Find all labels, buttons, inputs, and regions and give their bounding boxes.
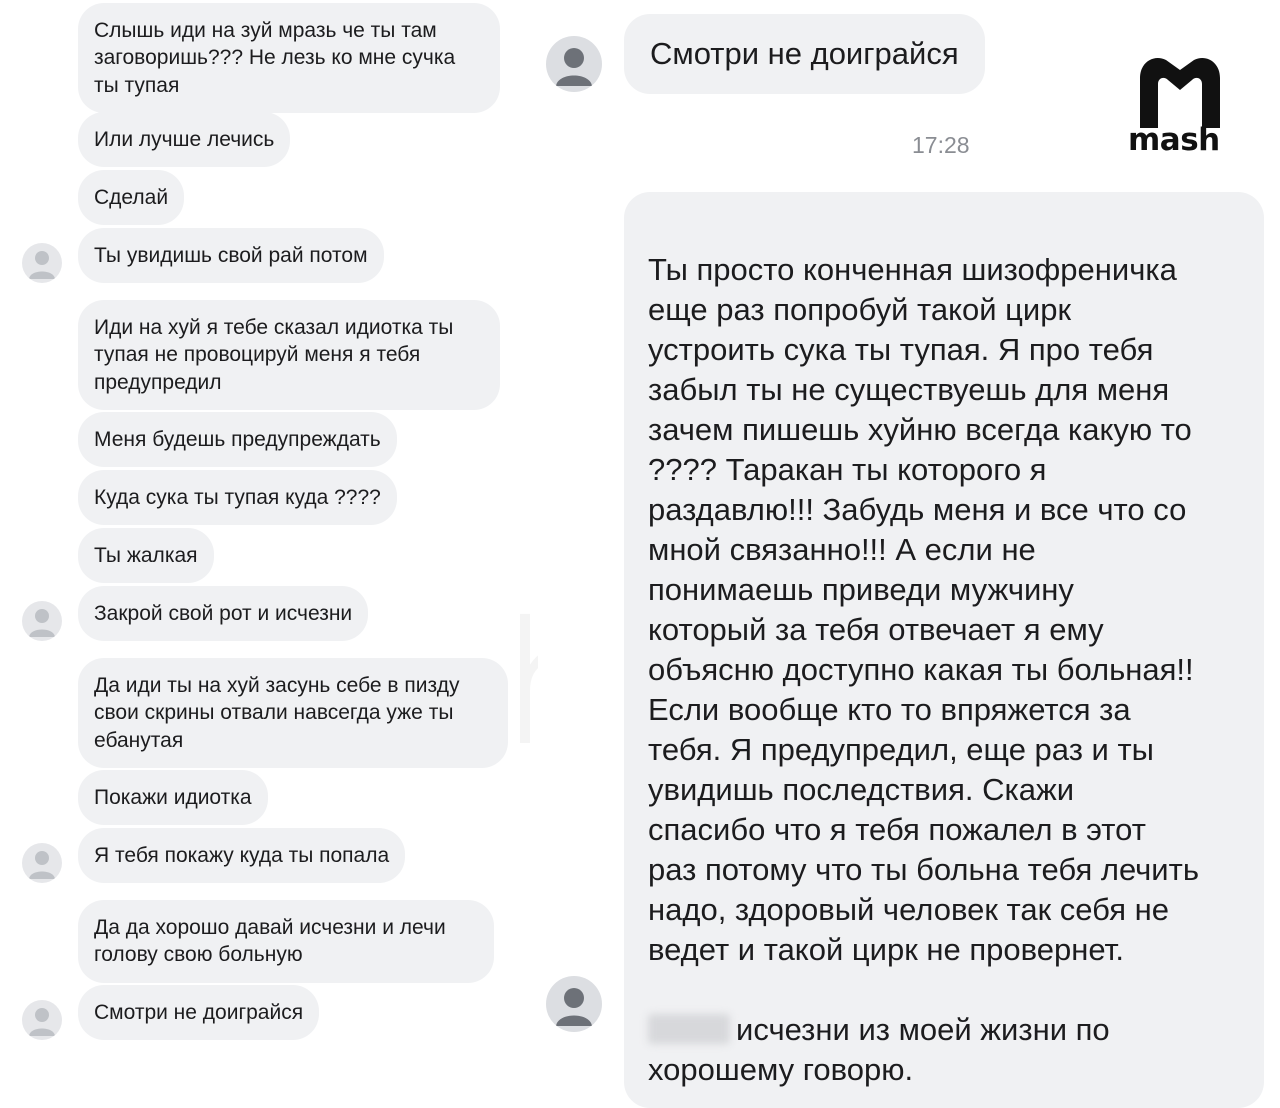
- left-chat-panel: [0, 0, 520, 1046]
- long-message-tail: исчезни из моей жизни по хорошему говорю.: [648, 1012, 1110, 1087]
- message-bubble[interactable]: Да да хорошо давай исчезни и лечи голову свою больную: [78, 900, 494, 983]
- sender-avatar-icon[interactable]: [546, 976, 602, 1032]
- message-bubble[interactable]: Ты увидишь свой рай потом: [78, 228, 384, 283]
- message-bubble[interactable]: Или лучше лечись: [78, 112, 290, 167]
- message-bubble[interactable]: Куда сука ты тупая куда ????: [78, 470, 397, 525]
- redacted-name: [648, 1014, 730, 1044]
- message-bubble[interactable]: Слышь иди на зуй мразь че ты там заговоришь??? Не лезь ко мне сучка ты тупая: [78, 3, 500, 113]
- sender-avatar-icon[interactable]: [22, 843, 62, 883]
- mash-logo-icon: [1132, 50, 1228, 132]
- sender-avatar-icon[interactable]: [546, 36, 602, 92]
- message-bubble[interactable]: Иди на хуй я тебе сказал идиотка ты тупая не провоцируй меня я тебя предупредил: [78, 300, 500, 410]
- message-timestamp: 17:28: [912, 132, 970, 158]
- long-message-bubble[interactable]: [624, 192, 1264, 1108]
- long-message-text: Ты просто конченная шизофреничка еще раз попробуй такой цирк устроить сука ты тупая. Я про тебя забыл ты не существуешь для меня зачем пишешь хуйню всегда какую то ???? Таракан ты которого я раздавлю!!! Забудь меня и все что со мной связанно!!! А если не понимаешь приведи мужчину который за тебя отвечает я ему объясню доступно какая ты больная!! Если вообще кто то впряжется за тебя. Я предупредил, еще раз и ты увидишь последствия. Скажи спасибо что я тебя пожалел в этот раз потому что ты больна тебя лечить надо, здоровый человек так себя не ведет и такой цирк не провернет.: [648, 252, 1199, 967]
- message-bubble[interactable]: Меня будешь предупреждать: [78, 412, 397, 467]
- sender-avatar-icon[interactable]: [22, 1000, 62, 1040]
- message-bubble[interactable]: Сделай: [78, 170, 184, 225]
- message-bubble[interactable]: Смотри не доиграйся: [78, 985, 319, 1040]
- logo-text: mash: [1128, 122, 1220, 158]
- right-chat-panel: [538, 0, 1280, 1087]
- sender-avatar-icon[interactable]: [22, 243, 62, 283]
- message-bubble[interactable]: Я тебя покажу куда ты попала: [78, 828, 405, 883]
- sender-avatar-icon[interactable]: [22, 601, 62, 641]
- mash-logo: [1128, 50, 1238, 158]
- message-bubble[interactable]: Покажи идиотка: [78, 770, 268, 825]
- message-bubble[interactable]: Ты жалкая: [78, 528, 214, 583]
- message-bubble[interactable]: Закрой свой рот и исчезни: [78, 586, 368, 641]
- message-bubble[interactable]: Да иди ты на хуй засунь себе в пизду свои скрины отвали навсегда уже ты ебанутая: [78, 658, 508, 768]
- message-bubble[interactable]: Смотри не доиграйся: [624, 14, 985, 94]
